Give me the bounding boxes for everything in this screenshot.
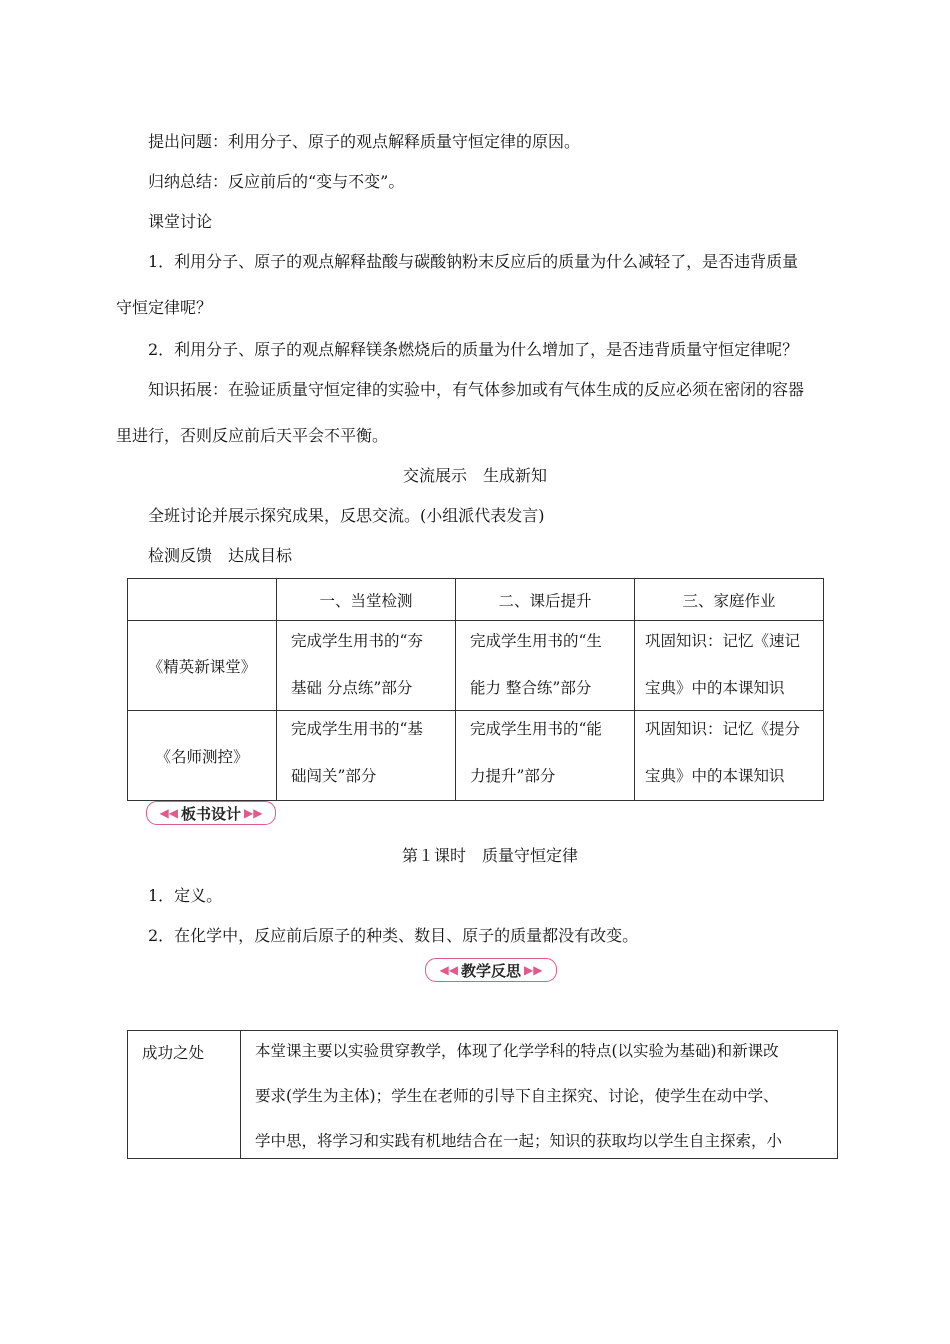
table-header-empty [128, 579, 277, 621]
board-item-1: 1．定义。 [148, 886, 223, 905]
cell-line: 力提升”部分 [470, 767, 556, 785]
row-title: 《精英新课堂》 [128, 621, 277, 711]
reflection-label: 成功之处 [128, 1031, 241, 1159]
cell-line: 巩固知识：记忆《提分 [645, 720, 801, 738]
cell-line: 完成学生用书的“基 [291, 720, 423, 738]
cell-line: 能力 整合练”部分 [470, 679, 592, 697]
reflection-content [241, 1031, 838, 1159]
discussion-item-1: 1．利用分子、原子的观点解释盐酸与碳酸钠粉末反应后的质量为什么减轻了，是否违背质量 [148, 252, 799, 271]
table-cell [456, 711, 635, 801]
cell-line: 基础 分点练”部分 [291, 679, 413, 697]
board-item-2: 2．在化学中，反应前后原子的种类、数目、原子的质量都没有改变。 [148, 926, 639, 945]
double-arrow-right-icon: ▶▶ [244, 806, 263, 820]
row-title: 《名师测控》 [128, 711, 277, 801]
board-design-badge [146, 801, 276, 825]
class-discussion-paragraph: 全班讨论并展示探究成果，反思交流。(小组派代表发言) [148, 506, 545, 525]
double-arrow-left-icon: ◀◀ [439, 963, 458, 977]
table-header: 三、家庭作业 [635, 579, 824, 621]
discussion-heading: 课堂讨论 [148, 212, 213, 231]
table-header: 一、当堂检测 [277, 579, 456, 621]
teaching-reflection-label: 教学反思 [460, 961, 521, 980]
knowledge-extension: 知识拓展：在验证质量守恒定律的实验中，有气体参加或有气体生成的反应必须在密闭的容器 [148, 380, 805, 399]
table-row [128, 1031, 838, 1159]
table-cell [635, 711, 824, 801]
cell-line: 巩固知识：记忆《速记 [645, 632, 801, 650]
double-arrow-left-icon: ◀◀ [159, 806, 178, 820]
table-row [128, 621, 824, 711]
board-design-label: 板书设计 [180, 804, 241, 823]
reflection-line: 学中思，将学习和实践有机地结合在一起；知识的获取均以学生自主探索，小 [255, 1132, 783, 1150]
board-title: 第１课时 质量守恒定律 [401, 846, 578, 865]
table-cell [456, 621, 635, 711]
cell-line: 完成学生用书的“夯 [291, 632, 423, 650]
knowledge-extension-cont: 里进行，否则反应前后天平会不平衡。 [116, 426, 389, 445]
double-arrow-right-icon: ▶▶ [524, 963, 543, 977]
reflection-line: 要求(学生为主体)；学生在老师的引导下自主探究、讨论，使学生在动中学、 [255, 1087, 779, 1105]
table-cell [277, 621, 456, 711]
table-row [128, 711, 824, 801]
feedback-heading: 检测反馈 达成目标 [148, 546, 293, 565]
discussion-item-1-cont: 守恒定律呢？ [116, 298, 213, 317]
cell-line: 完成学生用书的“能 [470, 720, 602, 738]
table-cell [277, 711, 456, 801]
table-cell [635, 621, 824, 711]
cell-line: 宝典》中的本课知识 [645, 679, 785, 697]
cell-line: 础闯关”部分 [291, 767, 377, 785]
table-header: 二、课后提升 [456, 579, 635, 621]
teaching-reflection-badge [425, 958, 557, 982]
summary-paragraph: 归纳总结：反应前后的“变与不变”。 [148, 172, 405, 191]
cell-line: 完成学生用书的“生 [470, 632, 602, 650]
cell-line: 宝典》中的本课知识 [645, 767, 785, 785]
section-heading-exchange: 交流展示 生成新知 [402, 466, 547, 485]
question-paragraph: 提出问题：利用分子、原子的观点解释质量守恒定律的原因。 [148, 132, 581, 151]
reflection-line: 本堂课主要以实验贯穿教学，体现了化学学科的特点(以实验为基础)和新课改 [255, 1042, 779, 1060]
homework-table [127, 578, 824, 801]
discussion-item-2: 2．利用分子、原子的观点解释镁条燃烧后的质量为什么增加了，是否违背质量守恒定律呢？ [148, 340, 799, 359]
reflection-table [127, 1030, 838, 1159]
